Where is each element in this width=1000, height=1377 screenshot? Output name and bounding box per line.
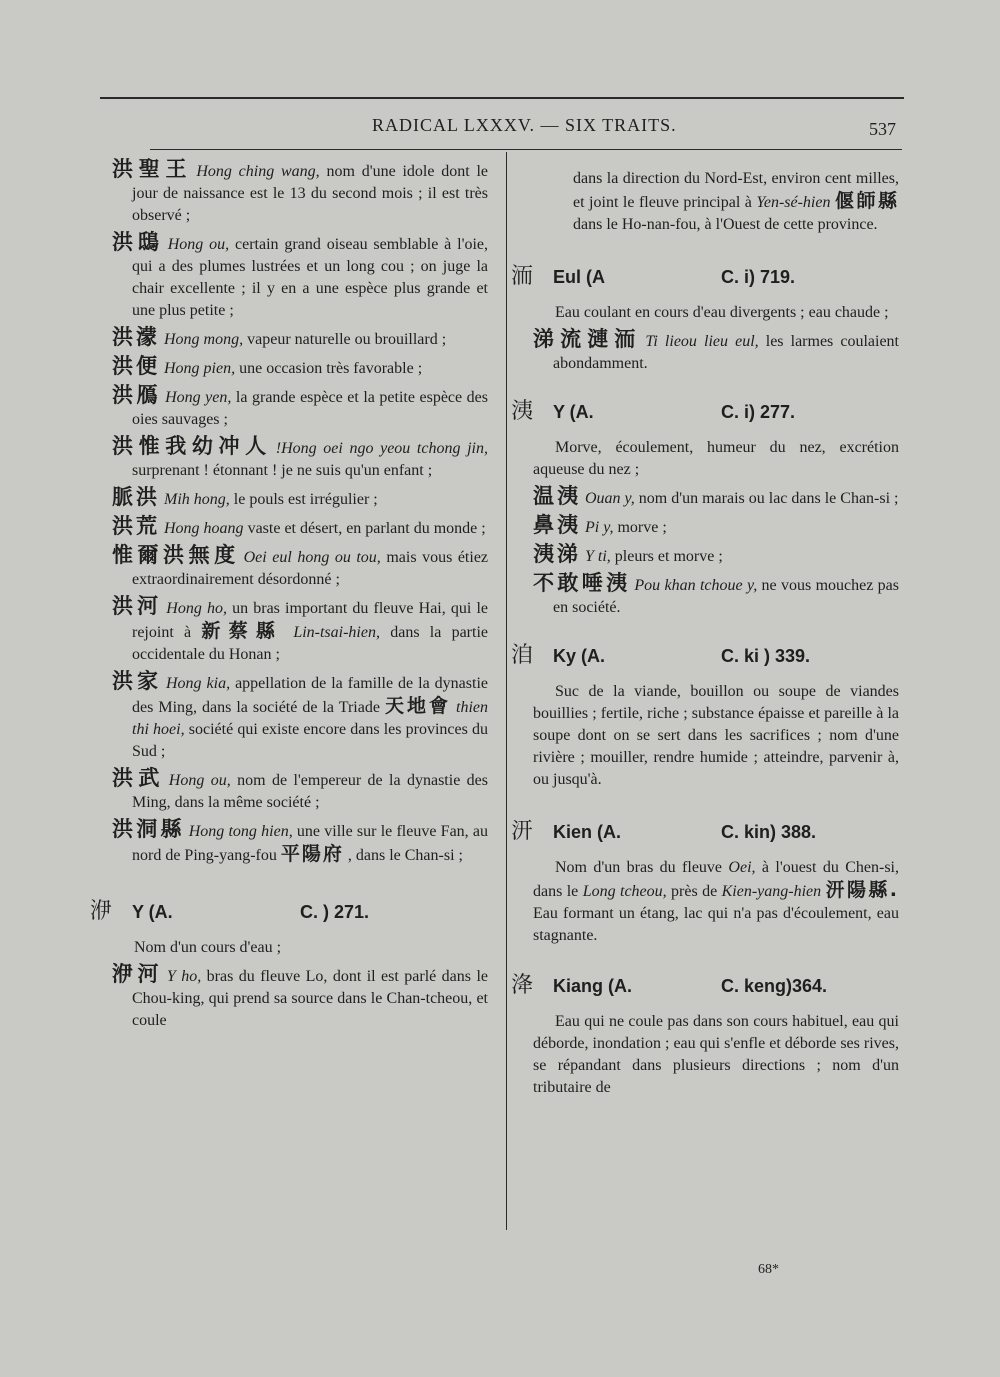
definition: Eau coulant en cours d'eau divergents ; eau chaude ; (555, 304, 889, 321)
compound-romanization: Hong yen, (165, 389, 232, 406)
compound-romanization: Y ho, (166, 968, 202, 985)
compound-entry (112, 326, 488, 351)
compound-definition: morve ; (613, 519, 667, 536)
running-head: RADICAL LXXXV. — SIX TRAITS. (372, 115, 677, 135)
compound-definition: appellation de la famille de la dynastie des Ming, dans la société de la Triade (132, 675, 489, 716)
compound-characters: 洪家 (112, 669, 162, 693)
definition-characters: 汧陽縣. (825, 879, 899, 901)
compound-entry (112, 818, 488, 867)
compound-entry (112, 544, 488, 591)
compound-definition: la grande espèce et la petite espèce des oies sauvages ; (132, 389, 488, 428)
inline-characters: 新蔡縣 (201, 620, 284, 642)
heading-reference: C. kin) 388. (721, 822, 817, 842)
compound-entry (112, 231, 488, 322)
heading-romanization: Kiang (A. (553, 976, 632, 996)
char-heading-kiang (511, 975, 899, 997)
compound-romanization: Hong ho, (166, 600, 227, 617)
compound-romanization: Hong tong hien, (188, 823, 293, 840)
compound-definition: nom de l'empereur de la dynastie des Ming, dans la même société ; (132, 772, 489, 811)
definition: Eau qui ne coule pas dans son cours habituel, eau qui déborde, inondation ; eau qui s'enfle et déborde ses rives, se répandant dans plusieurs directions ; nom d'un tributaire de (533, 1013, 899, 1096)
heading-character: 洏 (511, 264, 534, 289)
compound-romanization: Pou khan tchoue y, (634, 577, 758, 594)
compound-entry (112, 595, 488, 666)
compound-characters: 洪洞縣 (112, 817, 185, 841)
compound-romanization: Oei eul hong ou tou, (243, 549, 381, 566)
compound-definition: vapeur naturelle ou brouillard ; (243, 331, 447, 348)
right-column (511, 168, 900, 1103)
heading-romanization: Kien (A. (553, 822, 622, 842)
compound-romanization: Hong ou, (167, 236, 230, 253)
compound-characters: 惟爾洪無度 (112, 543, 240, 567)
definition-romanization: Oei, (728, 859, 756, 876)
compound-characters: 洪便 (112, 354, 160, 378)
compound-definition: nom d'un marais ou lac dans le Chan-si ; (634, 490, 899, 507)
compound-romanization: Hong mong, (164, 331, 244, 348)
compound-definition: un bras important du fleuve Hai, qui le rejoint à (132, 600, 489, 641)
inline-characters: 平陽府 (280, 843, 344, 865)
heading-romanization: Y (A. (553, 402, 594, 422)
heading-character: 洎 (511, 643, 534, 668)
inline-characters: 天地會 (384, 695, 451, 717)
column-divider (506, 152, 507, 1230)
heading-reference: C. ) 271. (300, 902, 370, 922)
compound-romanization: Pi y, (585, 519, 614, 536)
compound-characters: 洪鴈 (112, 383, 162, 407)
compound-characters: 鼻洟 (533, 513, 581, 537)
compound-entry (533, 485, 899, 510)
continued-characters: 偃師縣 (834, 190, 899, 212)
compound-romanization: Hong ou, (168, 772, 231, 789)
definition-text: Nom d'un bras du fleuve (555, 859, 729, 876)
compound-definition: mais vous étiez extraordinairement désordonné ; (132, 549, 489, 588)
compound-romanization: Y ti, (585, 548, 611, 565)
compound-definition: certain grand oiseau semblable à l'oie, qui a des plumes lustrées et un long cou ; on juge la chair excellente ; il y en a une espèce plus grande et une plus petite ; (132, 236, 489, 319)
compound-definition: ne vous mouchez pas en société. (553, 577, 900, 616)
signature-mark: 68* (758, 1262, 779, 1277)
compound-entry (533, 328, 899, 375)
compound-entry (533, 572, 899, 619)
heading-romanization: Y (A. (132, 902, 173, 922)
compound-characters: 洪荒 (112, 514, 160, 538)
definition-text: à l'ouest du Chen-si, dans le (533, 859, 899, 900)
compound-definition-end: société qui existe encore dans les provinces du Sud ; (132, 721, 489, 760)
inline-romanization: thien thi hoei, (132, 699, 488, 738)
compound-romanization: Hong hoang (164, 520, 244, 537)
header-rule (150, 149, 902, 150)
compound-definition-end: dans la partie occidentale du Honan ; (132, 624, 488, 663)
compound-romanization: !Hong oei ngo yeou tchong jin, (275, 440, 488, 457)
compound-romanization: Ouan y, (585, 490, 635, 507)
heading-romanization: Eul (A (553, 267, 605, 287)
compound-characters: 洪鴟 (112, 230, 164, 254)
char-heading-kien (511, 821, 899, 843)
compound-entry (533, 543, 899, 568)
compound-definition: nom d'une idole dont le jour de naissance est le 13 du second mois ; il est très observé ; (132, 163, 489, 224)
compound-characters: 不敢唾洟 (533, 571, 631, 595)
inline-romanization: Lin-tsai-hien, (293, 624, 380, 641)
continued-romanization: Yen-sé-hien (756, 194, 831, 211)
continued-text-end: dans le Ho-nan-fou, à l'Ouest de cette province. (573, 216, 878, 233)
compound-definition-end: , dans le Chan-si ; (347, 847, 463, 864)
compound-romanization: Mih hong, (164, 491, 230, 508)
compound-list (533, 485, 899, 619)
compound-characters: 脈洪 (112, 485, 160, 509)
compound-definition: une occasion très favorable ; (235, 360, 423, 377)
compound-entry (533, 514, 899, 539)
definition-romanization: Kien-yang-hien (721, 883, 822, 900)
definition: Morve, écoulement, humeur du nez, excrétion aqueuse du nez ; (533, 439, 899, 478)
top-rule (100, 97, 904, 99)
compound-characters: 涕流漣洏 (533, 327, 642, 351)
compound-definition: le pouls est irrégulier ; (229, 491, 378, 508)
compound-romanization: Hong pien, (164, 360, 236, 377)
compound-characters: 洪聖王 (112, 157, 193, 181)
compound-entry (112, 435, 488, 482)
compound-characters: 洪河 (112, 594, 163, 618)
compound-entry (112, 486, 488, 511)
compound-definition: vaste et désert, en parlant du monde ; (243, 520, 486, 537)
compound-characters: 洪惟我幼冲人 (112, 434, 272, 458)
heading-romanization: Ky (A. (553, 646, 606, 666)
compound-definition: surprenant ! étonnant ! je ne suis qu'un enfant ; (132, 462, 433, 479)
compound-romanization: Hong ching wang, (196, 163, 320, 180)
char-heading-y (90, 901, 488, 923)
compound-definition: les larmes coulaient abondamment. (553, 333, 899, 372)
heading-reference: C. keng)364. (721, 976, 828, 996)
heading-reference: C. i) 277. (721, 402, 796, 422)
definition-text: Eau formant un étang, lac qui n'a pas d'écoulement, eau stagnante. (533, 905, 899, 944)
compound-definition: pleurs et morve ; (610, 548, 723, 565)
heading-reference: C. ki ) 339. (721, 646, 811, 666)
compound-characters: 洪濛 (112, 325, 160, 349)
definition: Nom d'un cours d'eau ; (134, 939, 282, 956)
char-heading-y2 (511, 401, 899, 423)
compound-characters: 洟涕 (533, 542, 581, 566)
compound-romanization: Ti lieou lieu eul, (645, 333, 759, 350)
definition-romanization: Long tcheou, (582, 883, 667, 900)
compound-entry (112, 384, 488, 431)
compound-entry (112, 670, 488, 763)
continued-definition (533, 168, 899, 236)
compound-entry (112, 355, 488, 380)
compound-characters: 洢河 (112, 962, 163, 986)
heading-character: 汧 (511, 819, 534, 844)
char-heading-eul (511, 266, 899, 288)
heading-character: 洟 (511, 399, 534, 424)
compound-entry (112, 515, 488, 540)
definition: Suc de la viande, bouillon ou soupe de viandes bouillies ; fertile, riche ; substance épaisse et pareille à la soupe dont on se sert dans les sacrifices ; nom d'une rivière ; mouiller, rendre humide ; atteindre, parvenir à, ou jusqu'à. (533, 683, 899, 788)
compound-romanization: Hong kia, (165, 675, 231, 692)
compound-definition: bras du fleuve Lo, dont il est parlé dans le Chou-king, qui prend sa source dans le Chan-tcheou, et coule (132, 968, 489, 1029)
heading-reference: C. i) 719. (721, 267, 796, 287)
compound-entry (112, 767, 488, 814)
heading-character: 洚 (511, 973, 534, 998)
compound-entry (112, 963, 488, 1032)
definition-text: près de (666, 883, 722, 900)
left-entry-list (112, 158, 488, 867)
char-heading-ky (511, 645, 899, 667)
compound-definition: une ville sur le fleuve Fan, au nord de Ping-yang-fou (132, 823, 489, 864)
compound-characters: 洪武 (112, 766, 165, 790)
definition (533, 857, 899, 947)
heading-character: 洢 (90, 899, 113, 924)
left-column (90, 157, 489, 1036)
compound-characters: 温洟 (533, 484, 581, 508)
continued-text: dans la direction du Nord-Est, environ cent milles, et joint le fleuve principal à (573, 170, 899, 211)
compound-entry (112, 158, 488, 227)
page-number: 537 (869, 119, 896, 139)
